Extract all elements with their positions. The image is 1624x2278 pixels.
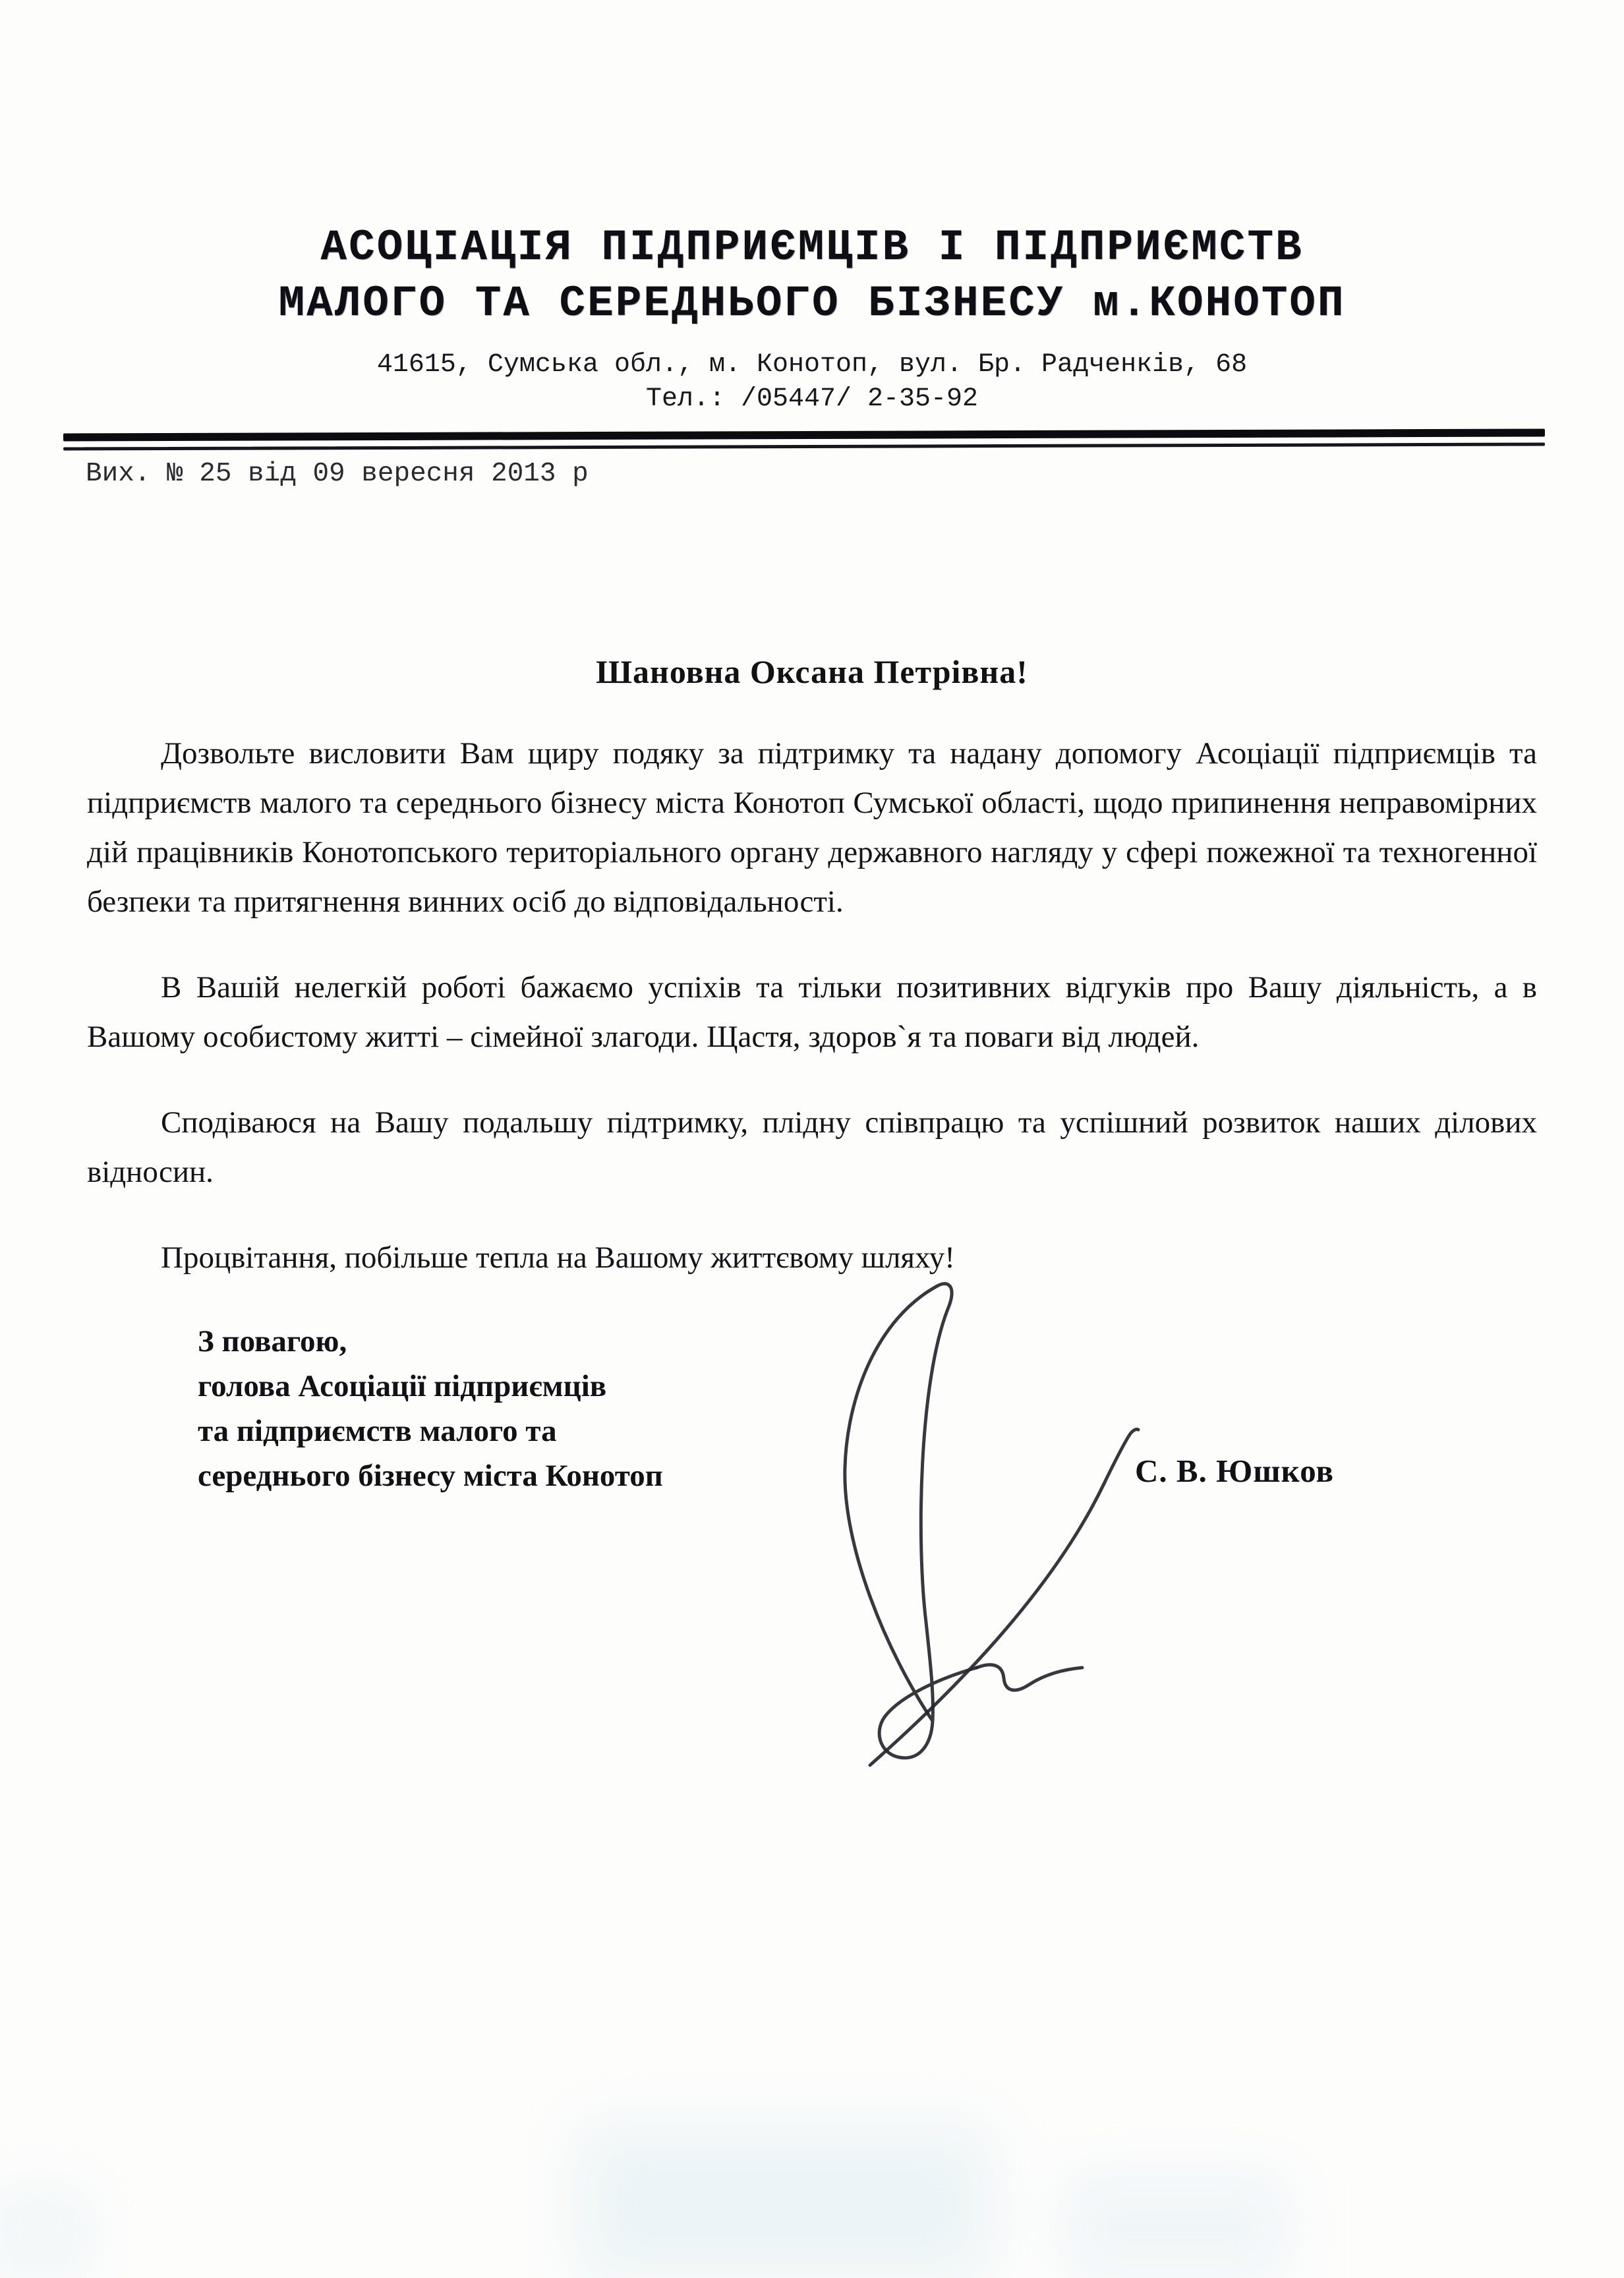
paragraph-gratitude: Дозвольте висловити Вам щиру подяку за підтримку та надану допомогу Асоціації підприємців та підприємств малого та середнього бізнесу міста Конотоп Сумської області, щодо припинення неправомірних дій працівників Конотопського територіального органу державного нагляду у сфері пожежної та техногенної безпеки та притягнення винних осіб до відповідальності. [87, 736, 1537, 920]
divider-thin-line [63, 443, 1545, 451]
signer-title-line-2: та підприємств малого та [198, 1414, 557, 1449]
signature-block [86, 1319, 1538, 2011]
org-name-line-2: МАЛОГО ТА СЕРЕДНЬОГО БІЗНЕСУ м.КОНОТОП [278, 279, 1346, 329]
letterhead-divider [63, 429, 1545, 451]
closing-phrase: З повагою, [198, 1324, 347, 1359]
signer-title [198, 1319, 663, 1498]
outgoing-reference: Вих. № 25 від 09 вересня 2013 р [86, 459, 589, 490]
org-name-line-1: АСОЦІАЦІЯ ПІДПРИЄМЦІВ І ПІДПРИЄМСТВ [320, 223, 1304, 272]
paragraph-wishes: В Вашій нелегкій роботі бажаємо успіхів та тільки позитивних відгуків про Вашу діяльність, а в Вашому особистому житті – сімейної злагоди. Щастя, здоров`я та поваги від людей. [87, 970, 1537, 1055]
org-address: 41615, Сумська обл., м. Конотоп, вул. Бр. Радченків, 68 [376, 350, 1248, 380]
signer-title-line-3: середнього бізнесу міста Конотоп [198, 1459, 663, 1494]
letterhead [0, 0, 1624, 417]
scan-artifact [0, 2188, 92, 2278]
signer-name: С. В. Юшков [1135, 1453, 1334, 1490]
scan-artifact [1068, 2175, 1285, 2278]
scan-artifact [580, 2129, 989, 2278]
salutation: Шановна Оксана Петрівна! [596, 653, 1028, 691]
divider-thick-line [63, 429, 1545, 442]
paragraph-cooperation: Сподіваюся на Вашу подальшу підтримку, плідну співпрацю та успішний розвиток наших ділових відносин. [87, 1105, 1537, 1190]
org-phone: Тел.: /05447/ 2-35-92 [645, 384, 979, 415]
signer-title-line-1: голова Асоціації підприємців [198, 1369, 607, 1404]
letter-body [87, 729, 1537, 1283]
paragraph-prosperity: Процвітання, побільше тепла на Вашому життєвому шляху! [161, 1241, 955, 1275]
signature-scribble [771, 1256, 1140, 1770]
